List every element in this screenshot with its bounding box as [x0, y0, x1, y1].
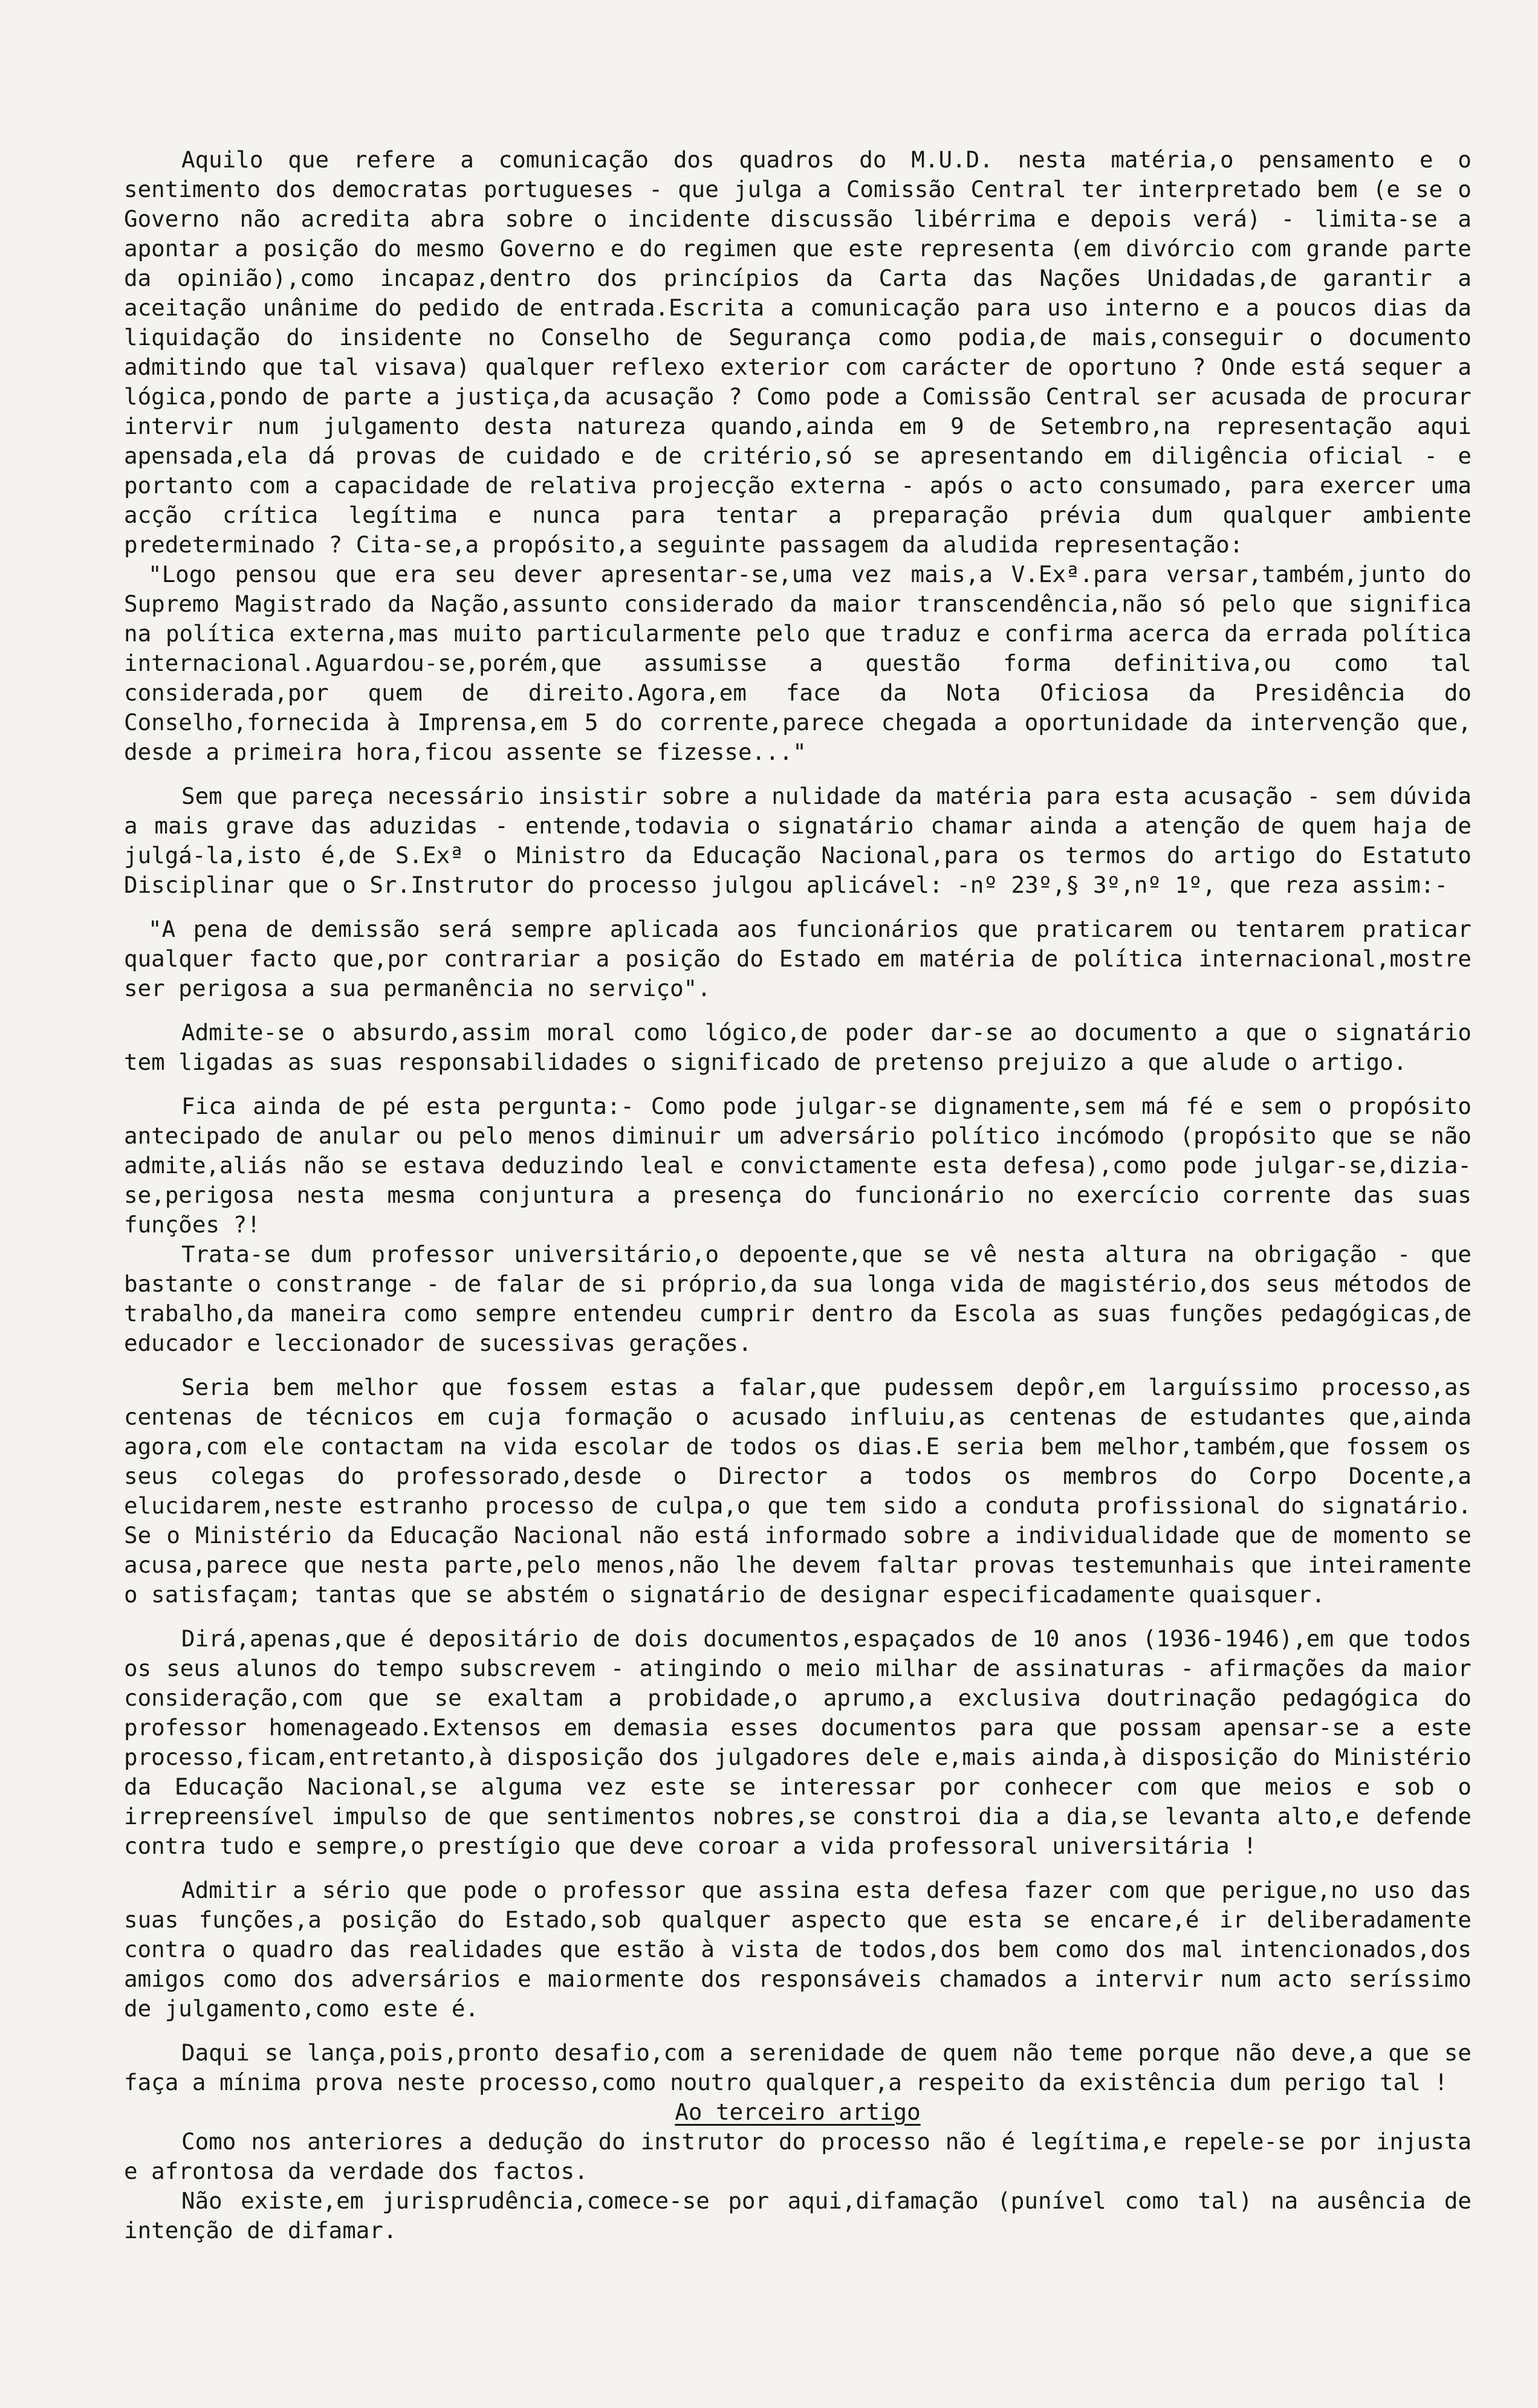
section-heading — [124, 2097, 1471, 2127]
paragraph-4: Fica ainda de pé esta pergunta:- Como pode julgar-se dignamente,sem má fé e sem o propósito antecipado de anular ou pelo menos diminuir um adversário político incómodo (propósito que se não admite,aliás não se estava deduzindo leal e convictamente esta defesa),como pode julgar-se,dizia-se,perigosa nesta mesma conjuntura a presença do funcionário no exercício corrente das suas funções ?! — [124, 1093, 1471, 1238]
quotation-estatuto: "A pena de demissão será sempre aplicada aos funcionários que praticarem ou tentarem praticar qualquer facto que,por contrariar a posição do Estado em matéria de política internacional,mostre ser perigosa a sua permanência no serviço". — [124, 916, 1471, 1002]
paragraph-8: Admitir a sério que pode o professor que assina esta defesa fazer com que perigue,no uso das suas funções,a posição do Estado,sob qualquer aspecto que esta se encare,é ir deliberadamente contra o quadro das realidades que estão à vista de todos,dos bem como dos mal intencionados,dos amigos como dos adversários e maiormente dos responsáveis chamados a intervir num acto seríssimo de julgamento,como este é. — [124, 1877, 1471, 2022]
paragraph-2: Sem que pareça necessário insistir sobre a nulidade da matéria para esta acusação - sem dúvida a mais grave das aduzidas - entende,todavia o signatário chamar ainda a atenção de quem haja de julgá-la,isto é,de S.Exª o Ministro da Educação Nacional,para os termos do artigo do Estatuto Disciplinar que o Sr.Instrutor do processo julgou aplicável: -nº 23º,§ 3º,nº 1º, que reza assim:- — [124, 783, 1471, 898]
paragraph-5: Trata-se dum professor universitário,o depoente,que se vê nesta altura na obrigação - que bastante o constrange - de falar de si próprio,da sua longa vida de magistério,dos seus métodos de trabalho,da maneira como sempre entendeu cumprir dentro da Escola as suas funções pedagógicas,de educador e leccionador de sucessivas gerações. — [124, 1241, 1471, 1356]
quotation-representacao: "Logo pensou que era seu dever apresentar-se,uma vez mais,a V.Exª.para versar,também,junto do Supremo Magistrado da Nação,assunto considerado da maior transcendência,não só pelo que significa na política externa,mas muito particularmente pelo que traduz e confirma acerca da errada política internacional.Aguardou-se,porém,que assumisse a questão forma definitiva,ou como tal considerada,por quem de direito.Agora,em face da Nota Oficiosa da Presidência do Conselho,fornecida à Imprensa,em 5 do corrente,parece chegada a oportunidade da intervenção que, desde a primeira hora,ficou assente se fizesse..." — [124, 561, 1471, 765]
paragraph-9: Daqui se lança,pois,pronto desafio,com a serenidade de quem não teme porque não deve,a que se faça a mínima prova neste processo,como noutro qualquer,a respeito da existência dum perigo tal ! — [124, 2039, 1471, 2096]
closing-paragraph-1: Como nos anteriores a dedução do instrutor do processo não é legítima,e repele-se por injusta e afrontosa da verdade dos factos. — [124, 2128, 1471, 2184]
section-heading-text: Ao terceiro artigo — [675, 2099, 921, 2125]
paragraph-6: Seria bem melhor que fossem estas a falar,que pudessem depôr,em larguíssimo processo,as centenas de técnicos em cuja formação o acusado influiu,as centenas de estudantes que,ainda agora,com ele contactam na vida escolar de todos os dias.E seria bem melhor,também,que fossem os seus colegas do professorado,desde o Director a todos os membros do Corpo Docente,a elucidarem,neste estranho processo de culpa,o que tem sido a conduta profissional do signatário. Se o Ministério da Educação Nacional não está informado sobre a individualidade que de momento se acusa,parece que nesta parte,pelo menos,não lhe devem faltar provas testemunhais que inteiramente o satisfaçam; tantas que se abstém o signatário de designar especificadamente quaisquer. — [124, 1374, 1471, 1608]
paragraph-1: Aquilo que refere a comunicação dos quadros do M.U.D. nesta matéria,o pensamento e o sentimento dos democratas portugueses - que julga a Comissão Central ter interpretado bem (e se o Governo não acredita abra sobre o incidente discussão libérrima e depois verá) - limita-se a apontar a posição do mesmo Governo e do regimen que este representa (em divórcio com grande parte da opinião),como incapaz,dentro dos princípios da Carta das Nações Unidadas,de garantir a aceitação unânime do pedido de entrada.Escrita a comunicação para uso interno e a poucos dias da liquidação do insidente no Conselho de Segurança como podia,de mais,conseguir o documento admitindo que tal visava) qualquer reflexo exterior com carácter de oportuno ? Onde está sequer a lógica,pondo de parte a justiça,da acusação ? Como pode a Comissão Central ser acusada de procurar intervir num julgamento desta natureza quando,ainda em 9 de Setembro,na representação aqui apensada,ela dá provas de cuidado e de critério,só se apresentando em diligência oficial - e portanto com a capacidade de relativa projecção externa - após o acto consumado, para exercer uma acção crítica legítima e nunca para tentar a preparação prévia dum qualquer ambiente predeterminado ? Cita-se,a propósito,a seguinte passagem da aludida representação: — [124, 146, 1471, 558]
closing-paragraph-2: Não existe,em jurisprudência,comece-se por aqui,difamação (punível como tal) na ausência de intenção de difamar. — [124, 2187, 1471, 2244]
paragraph-7: Dirá,apenas,que é depositário de dois documentos,espaçados de 10 anos (1936-1946),em que todos os seus alunos do tempo subscrevem - atingindo o meio milhar de assinaturas - afirmações da maior consideração,com que se exaltam a probidade,o aprumo,a exclusiva doutrinação pedagógica do professor homenageado.Extensos em demasia esses documentos para que possam apensar-se a este processo,ficam,entretanto,à disposição dos julgadores dele e,mais ainda,à disposição do Ministério da Educação Nacional,se alguma vez este se interessar por conhecer com que meios e sob o irrepreensível impulso de que sentimentos nobres,se constroi dia a dia,se levanta alto,e defende contra tudo e sempre,o prestígio que deve coroar a vida professoral universitária ! — [124, 1625, 1471, 1859]
paragraph-3: Admite-se o absurdo,assim moral como lógico,de poder dar-se ao documento a que o signatário tem ligadas as suas responsabilidades o significado de pretenso prejuizo a que alude o artigo. — [124, 1019, 1471, 1075]
